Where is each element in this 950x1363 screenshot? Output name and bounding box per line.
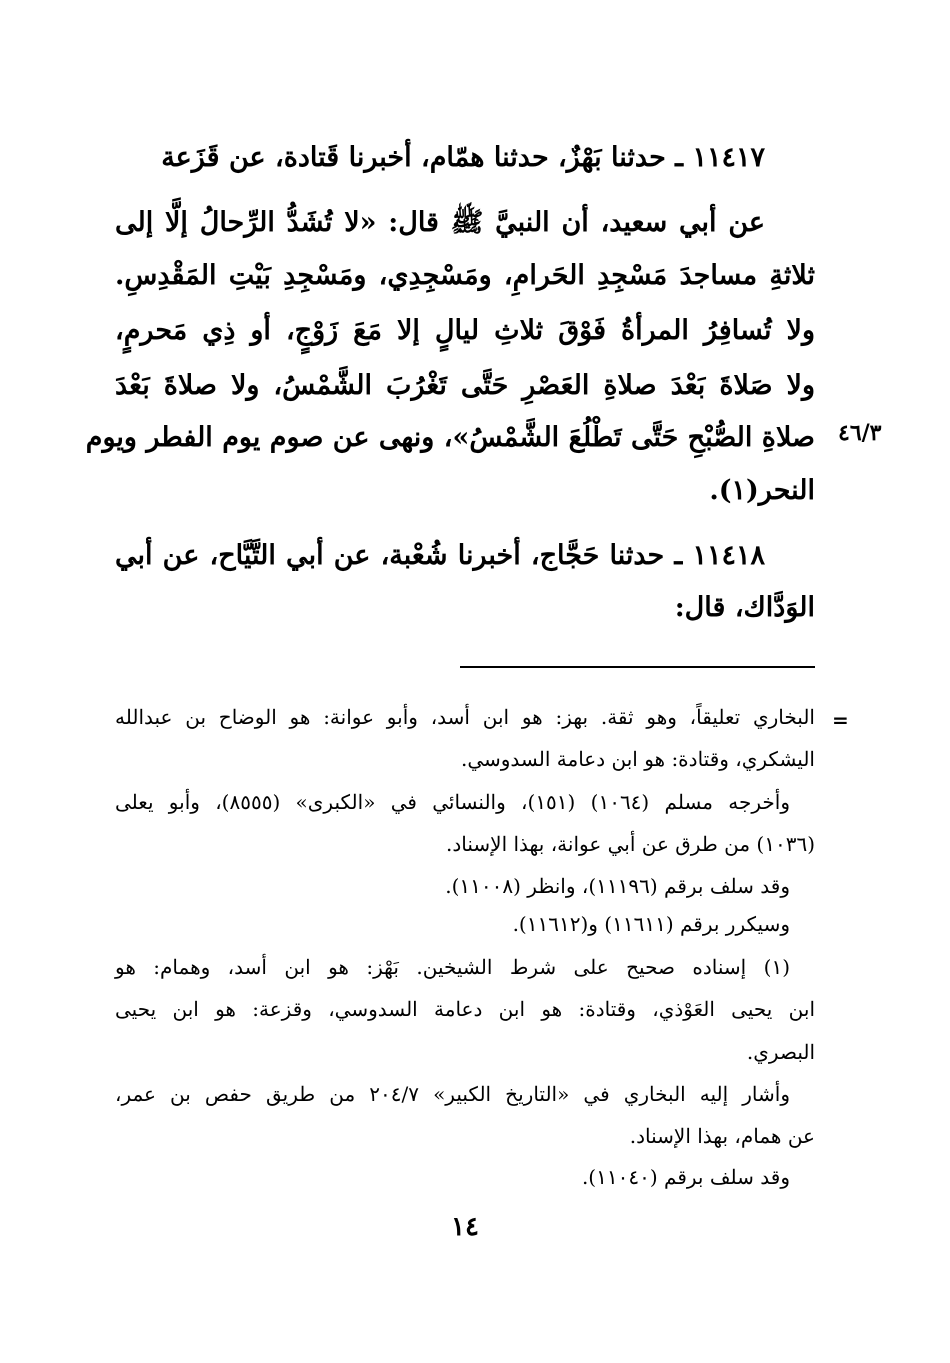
- footnote-line: وأشار إليه البخاري في «التاريخ الكبير» ٢٠٤/٧ من طريق حفص بن عمر،: [115, 1082, 791, 1106]
- footnote-line: (١) إسناده صحيح على شرط الشيخين. بَهْز: هو ابن أسد، وهمام: هو: [115, 955, 790, 979]
- margin-volume-page-ref: ٤٦/٣: [838, 420, 882, 446]
- footnote-line: وقد سلف برقم (١١١٩٦)، وانظر (١١٠٠٨).: [445, 874, 790, 898]
- hadith-11418-line-2: الوَدَّاك، قال:: [674, 592, 815, 623]
- footnote-line: وأخرجه مسلم (١٠٦٤) (١٥١)، والنسائي في «الكبرى» (٨٥٥٥)، وأبو يعلى: [115, 790, 790, 814]
- hadith-11417-line-1: ١١٤١٧ ـ حدثنا بَهْزٌ، حدثنا همّام، أخبرنا قَتادة، عن قَزَعة: [161, 142, 765, 173]
- footnote-line: (١٠٣٦) من طرق عن أبي عوانة، بهذا الإسناد.: [446, 832, 815, 856]
- hadith-11417-line-3: ثلاثةِ مساجدَ مَسْجِدِ الحَرامِ، ومَسْجِدِي، ومَسْجِدِ بَيْتِ المَقْدِسِ.: [115, 260, 815, 291]
- hadith-11417-line-2: عن أبي سعيد، أن النبيَّ ﷺ قال: «لا تُشَدُّ الرِّحالُ إلَّا إلى: [115, 207, 765, 238]
- hadith-11417-line-7: النحر(١).: [709, 475, 815, 506]
- footnote-line: وسيكرر برقم (١١٦١١) و(١١٦١٢).: [512, 912, 790, 936]
- footnote-line: اليشكري، وقتادة: هو ابن دعامة السدوسي.: [460, 747, 815, 771]
- footnote-line: البخاري تعليقاً، وهو ثقة. بهز: هو ابن أسد، وأبو عوانة: هو الوضاح بن عبدالله: [115, 705, 815, 729]
- footnote-line: عن همام، بهذا الإسناد.: [629, 1124, 815, 1148]
- footnote-line: وقد سلف برقم (١١٠٤٠).: [581, 1165, 790, 1189]
- hadith-11417-line-6: صلاةِ الصُّبْحِ حَتَّى تَطْلُعَ الشَّمْسُ»، ونهى عن صوم يوم الفطر ويوم: [85, 422, 815, 453]
- footnote-continuation-marker: =: [832, 708, 849, 732]
- footnote-separator: [460, 666, 815, 668]
- page-number: ١٤: [451, 1212, 479, 1242]
- footnote-line: البصري.: [746, 1040, 815, 1064]
- hadith-11418-line-1: ١١٤١٨ ـ حدثنا حَجَّاج، أخبرنا شُعْبة، عن أبي التَّيَّاح، عن أبي: [115, 540, 765, 571]
- footnote-line: ابن يحيى العَوْذي، وقتادة: هو ابن دعامة السدوسي، وقزعة: هو ابن يحيى: [115, 997, 815, 1021]
- hadith-11417-line-5: ولا صَلاةَ بَعْدَ صلاةِ العَصْرِ حَتَّى تَغْرُبَ الشَّمْسُ، ولا صلاةَ بَعْدَ: [115, 370, 815, 401]
- hadith-11417-line-4: ولا تُسافِرُ المرأةُ فَوْقَ ثلاثِ ليالٍ إلا مَعَ زَوْجٍ، أو ذِي مَحرمٍ،: [115, 315, 815, 346]
